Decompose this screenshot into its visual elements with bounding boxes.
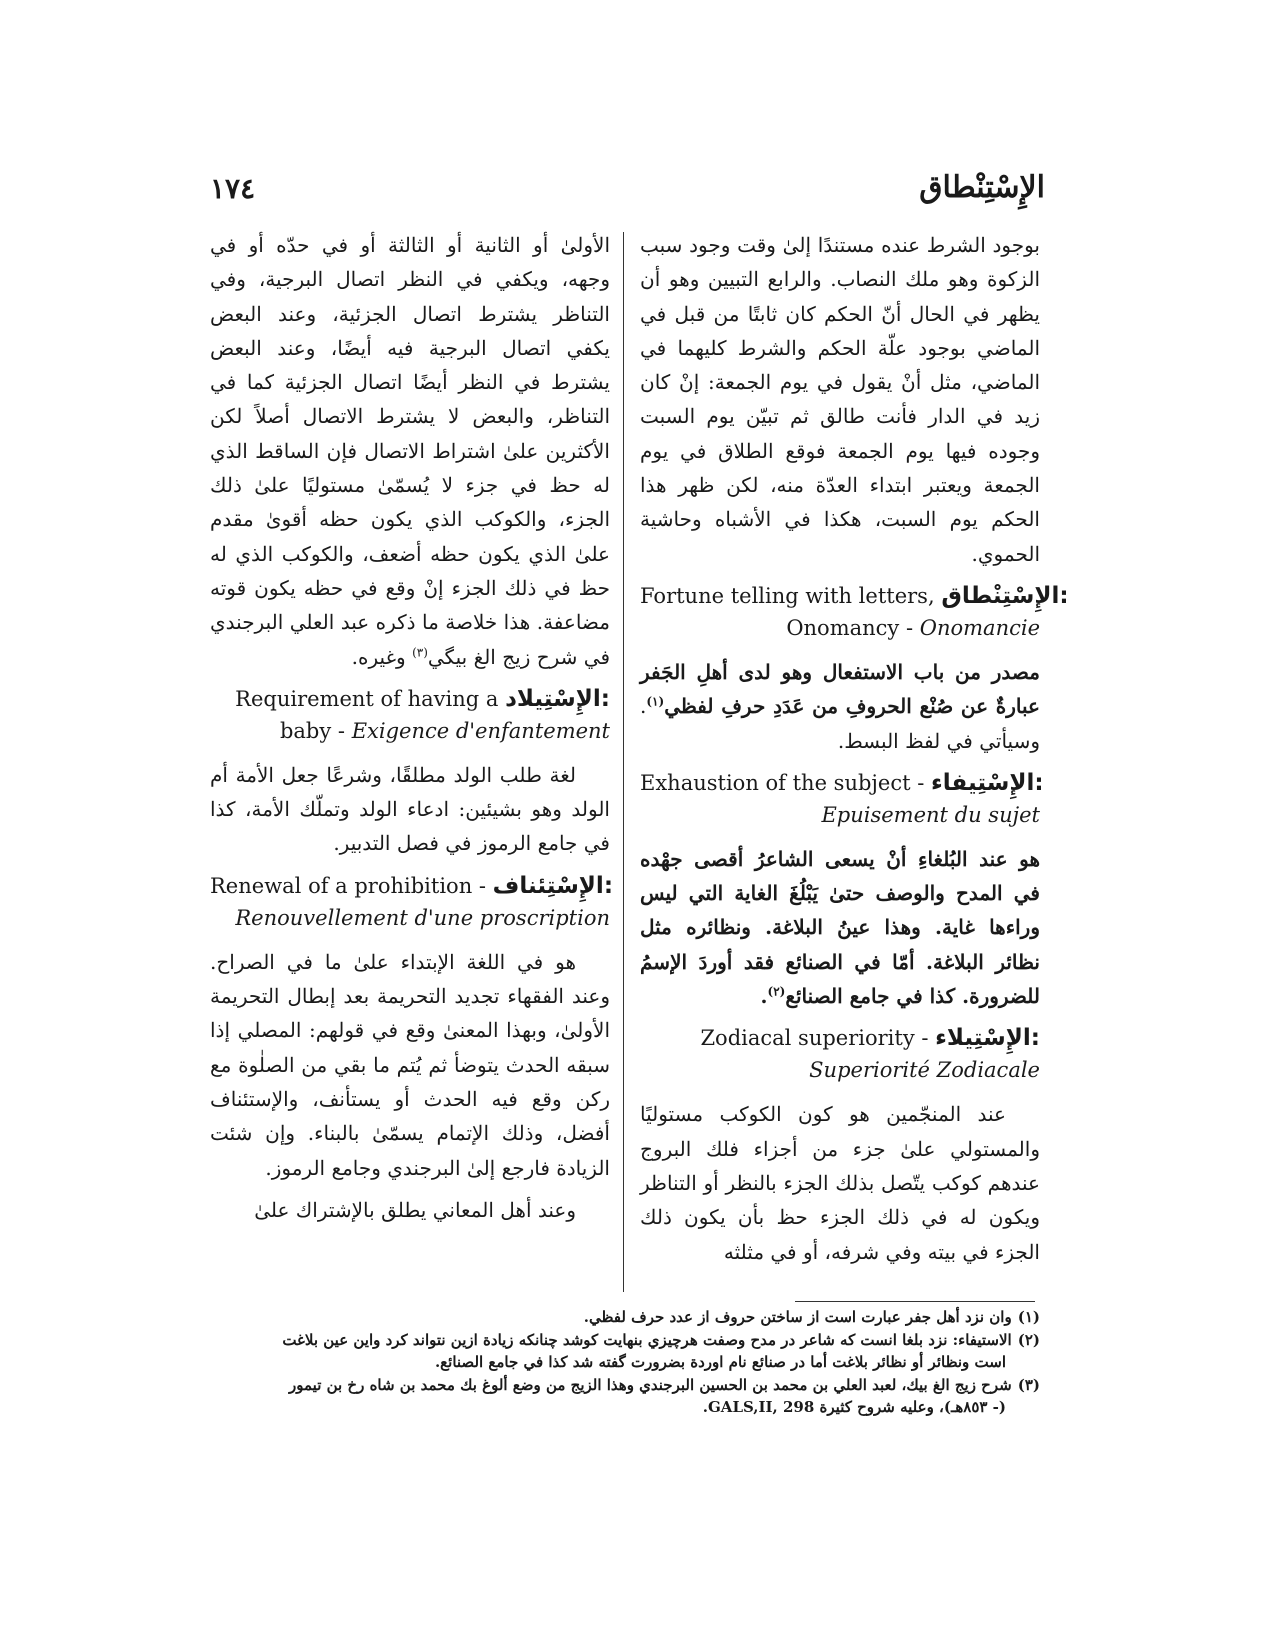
right-paragraph-3 [640,842,1040,1013]
term-english-2: baby - [279,718,345,743]
entry-term-istila [640,1013,1040,1085]
term-arabic: الإِسْتِيلاء: [935,1025,1040,1052]
entry-term-istifa [640,758,1044,830]
left-paragraph-3: هو في اللغة الإبتداء علىٰ ما في الصراح. وعند الفقهاء تجديد التحريمة بعد إبطال التحريمة الأولىٰ، وبهذا المعنىٰ وقع في قولهم: المصلي إذا سبقه الحدث يتوضأ ثم يُتم ما بقي من الصلٰوة مع ركن وقع فيه الحدث أو يستأنف، والإستئناف أفضل، وذلك الإتمام يسمّىٰ بالبناء. وإن شئت الزيادة فارجع إلىٰ البرجندي وجامع الرموز. [210,949,610,1180]
footnote-marker-2[interactable]: (٢) [767,984,786,999]
term-arabic: الإِسْتِيفاء: [931,769,1044,796]
footnote-text: شرح زيج الغ بيك، لعبد العلي بن محمد بن الحسين البرجندي وهذا الزيج من وضع ألوغ بك محمد بن شاه رخ بن تيمور [289,1375,1012,1394]
footnote-text: الاستيفاء: نزد بلغا انست كه شاعر در مدح وصفت هرچيزي بنهايت كوشد چنانكه زيادة ازين نتواند كرد واين عين بلاغت [282,1330,1012,1349]
term-english: Zodiacal superiority - [700,1026,929,1051]
term-french: Exigence d'enfantement [351,718,610,743]
footnote-2 [200,1329,1040,1352]
footnotes [200,1306,1040,1419]
left-paragraph-4: وعند أهل المعاني يطلق بالإشتراك علىٰ [254,1197,576,1222]
right-paragraph-2 [640,655,1040,758]
footnote-3 [200,1374,1040,1397]
footnote-number: (٢) [1017,1330,1040,1349]
footnote-rule [795,1301,1035,1302]
footnote-1 [200,1306,1040,1329]
paragraph-text: الأولىٰ أو الثانية أو الثالثة أو في حدّه أو في وجهه، ويكفي في النظر اتصال البرجية، وفي التناظر يشترط اتصال الجزئية، وعند البعض يكفي اتصال البرجية فيه أيضًا، وعند البعض يشترط في النظر أيضًا اتصال الجزئية كما في التناظر، والبعض لا يشترط الاتصال أصلاً لكن الأكثرين علىٰ اشتراط الاتصال فإن الساقط الذي له حظ في جزء لا يُسمّىٰ مستوليًا علىٰ ذلك الجزء، والكوكب الذي يكون حظه أقوىٰ مقدم علىٰ الذي يكون حظه أضعف، والكوكب الذي له حظ في ذلك الجزء إنْ وقع في حظه يكون قوته مضاعفة. هذا خلاصة ما ذكره عبد العلي البرجندي في شرح زيج الغ بيگي [210,233,610,669]
paragraph-text-end: . [760,984,768,1009]
term-english-2: Onomancy - [786,615,914,640]
term-english: Fortune telling with letters, [640,583,935,608]
term-french: Onomancie [919,615,1040,640]
page-number: ١٧٤ [210,172,256,205]
running-head-title: الإِسْتِنْطاق [919,170,1045,205]
paragraph-text: مصدر من باب الاستفعال وهو لدى أهلِ الجَفر عبارةٌ عن صُنْع الحروفِ من عَدَدِ حرفِ لفظي [640,659,1040,719]
right-paragraph-4: عند المنجّمين هو كون الكوكب مستوليًا والمستولي علىٰ جزء من أجزاء فلك البروج عندهم كوكب يتّصل بذلك الجزء بالنظر أو التناظر ويكون له في ذلك الجزء حظ بأن يكون ذلك الجزء في بيته وفي شرفه، أو في مثلثه [640,1102,1040,1264]
term-english: Renewal of a prohibition - [210,873,486,898]
term-french: Renouvellement d'une proscription [235,905,610,930]
footnote-marker-1[interactable]: (١) [646,694,665,709]
entry-term-istintaq [640,571,1069,643]
term-english: Exhaustion of the subject - [640,770,925,795]
right-column [640,228,1069,1269]
paragraph-text: هو عند البُلغاءِ أنْ يسعى الشاعرُ أقصى جهْده في المدح والوصف حتىٰ يَبْلُغَ الغاية التي ليس وراءها غاية. وهذا عينُ البلاغة. ونظائره مثل نظائر البلاغة. أمّا في الصنائع فقد أوردَ الإسمُ للضرورة. كذا في جامع الصنائع [640,846,1040,1009]
footnote-number: (١) [1017,1308,1040,1326]
term-arabic: الإِسْتِنْطاق: [941,582,1069,609]
term-french: Superiorité Zodiacale [809,1058,1040,1083]
footnote-text: وان نزد أهل جفر عبارت است از ساختن حروف از عدد حرف لفظي. [583,1308,1012,1326]
footnote-2-continuation: است ونظائر أو نظائر بلاغت أما در صنائع نام اوردة بضرورت گفته شد كذا في جامع الصنائع. [434,1353,1006,1371]
term-english: Requirement of having a [235,686,499,711]
footnote-3-continuation: (- ٨٥٣هـ)، وعليه شروح كثيرة GALS,II, 298. [702,1398,1006,1416]
left-paragraph-1 [210,228,610,674]
right-paragraph-1: بوجود الشرط عنده مستندًا إلىٰ وقت وجود سبب الزكوة وهو ملك النصاب. والرابع التبيين وهو أن يظهر في الحال أنّ الحكم كان ثابتًا من قبل في الماضي بوجود علّة الحكم والشرط كليهما في الماضي، مثل أنْ يقول في يوم الجمعة: إنْ كان زيد في الدار فأنت طالق ثم تبيّن يوم السبت وجوده فيها يوم الجمعة فوقع الطلاق في يوم الجمعة ويعتبر ابتداء العدّة منه، لكن ظهر هذا الحكم يوم السبت، هكذا في الأشباه وحاشية الحموي. [640,233,1040,566]
column-divider [623,232,624,1292]
spacer [210,1185,610,1193]
entry-term-istinaf [210,861,614,933]
paragraph-text-end: . وسيأتي في لفظ البسط. [640,694,1040,753]
left-paragraph-2: لغة طلب الولد مطلقًا، وشرعًا جعل الأمة أم الولد وهو بشيئين: ادعاء الولد وتملّك الأمة، كذا في جامع الرموز في فصل التدبير. [210,762,610,856]
footnote-number: (٣) [1017,1375,1040,1394]
term-french: Epuisement du sujet [821,802,1040,827]
term-arabic: الإِسْتِيلاد: [505,685,610,712]
page-header [210,170,1045,216]
term-arabic: الإِسْتِئناف: [492,872,614,899]
entry-term-istilad [210,674,610,746]
paragraph-text-end: وغيره. [351,644,413,669]
left-column [210,228,614,1227]
footnote-marker-3[interactable]: (٣) [412,644,428,659]
